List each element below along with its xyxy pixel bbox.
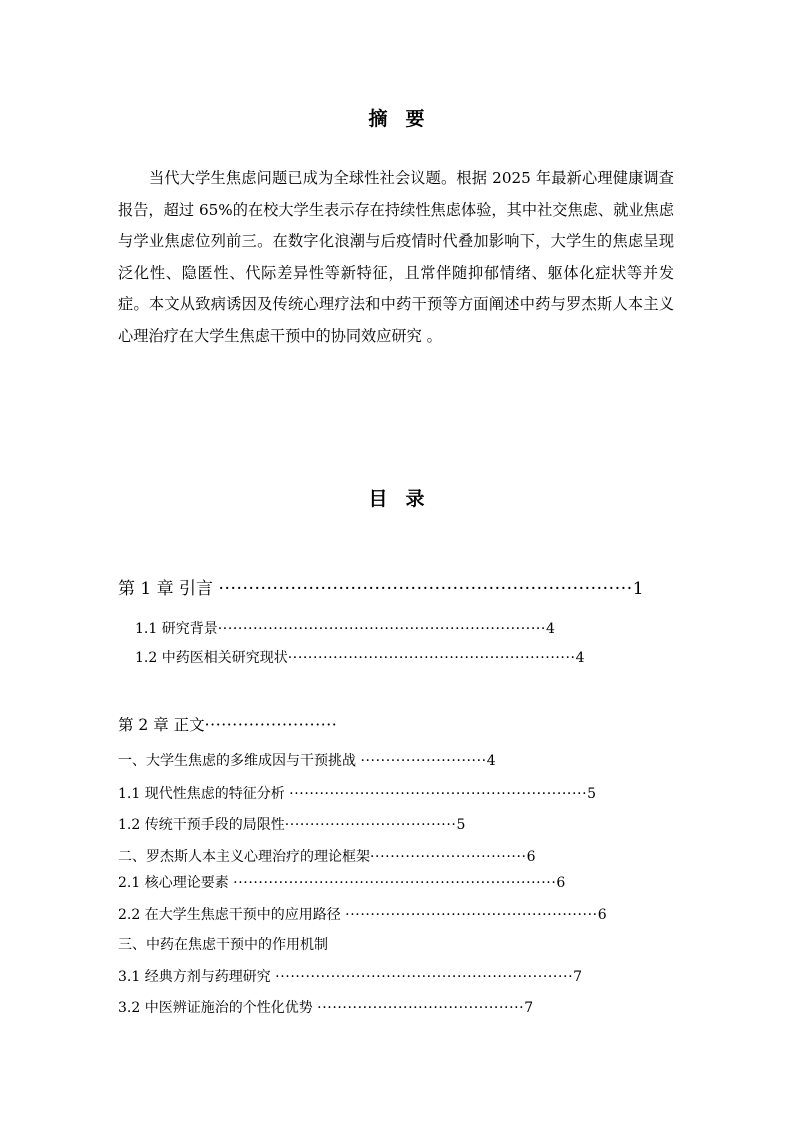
toc-entry-label: 2.1 核心理论要素 [118,875,234,891]
abstract-title-char-2: 要 [405,108,425,130]
toc-leader: ························ [204,716,338,734]
toc-entry-s3-3-1[interactable] [118,967,582,987]
toc-title [0,484,793,511]
abstract-title [0,104,793,131]
toc-entry-label: 第 2 章 正文 [118,716,205,734]
toc-entry-page: 6 [597,907,607,923]
toc-entry-label: 1.1 现代性焦虑的特征分析 [118,786,290,802]
toc-entry-label: 第 1 章 引言 [118,579,219,599]
toc-entry-section-3[interactable] [118,935,328,955]
toc-entry-s2-2-1[interactable] [118,873,565,893]
toc-entry-label: 3.1 经典方剂与药理研究 [118,969,276,985]
toc-leader: ·································· [284,817,457,833]
toc-title-char-1: 目 [368,488,388,510]
abstract-title-char-1: 摘 [368,108,388,130]
toc-entry-section-1[interactable] [118,751,496,771]
toc-entry-label: 三、中药在焦虑干预中的作用机制 [118,937,328,953]
toc-entry-page: 7 [524,1000,534,1016]
toc-entry-chapter-1[interactable] [118,579,644,599]
toc-entry-page: 7 [573,969,583,985]
toc-entry-page: 4 [545,621,555,637]
toc-entry-s1-1-2[interactable] [118,815,465,835]
toc-entry-1-1[interactable] [135,619,555,639]
toc-leader: ··························································· [289,786,588,802]
toc-entry-page: 1 [632,579,644,599]
abstract-body: 当代大学生焦虑问题已成为全球性社会议题。根据 2025 年最新心理健康调查报告，超过 65%的在校大学生表示存在持续性焦虑体验，其中社交焦虑、就业焦虑与学业焦虑位列前三。在数字化浪潮与后疫情时代叠加影响下，大学生的焦虑呈现泛化性、隐匿性、代际差异性等新特征，且常伴随抑郁情绪、躯体化症状等并发症。本文从致病诱因及传统心理疗法和中药干预等方面阐述中药与罗杰斯人本主义心理治疗在大学生焦虑干预中的协同效应研究 。 [118,169,674,345]
toc-entry-label: 2.2 在大学生焦虑干预中的应用路径 [118,907,346,923]
toc-entry-s3-3-2[interactable] [118,998,533,1018]
toc-entry-label: 1.1 研究背景 [135,621,218,637]
toc-entry-page: 6 [556,875,566,891]
toc-entry-section-2[interactable] [118,847,535,867]
toc-entry-label: 1.2 中药医相关研究现状 [135,650,288,666]
toc-leader: ································································ [233,875,557,891]
toc-leader: ································································· [217,621,546,637]
toc-entry-page: 4 [486,753,496,769]
toc-entry-s1-1-1[interactable] [118,784,596,804]
toc-leader: ························································· [287,650,576,666]
toc-leader: ··························································· [275,969,574,985]
toc-leader: ········································· [317,1000,525,1016]
toc-leader: ······························· [370,849,527,865]
toc-leader: ·················································· [345,907,598,923]
toc-entry-page: 5 [456,817,466,833]
toc-leader: ····································································· [218,579,633,599]
toc-entry-label: 1.2 传统干预手段的局限性 [118,817,285,833]
toc-entry-1-2[interactable] [135,648,585,668]
toc-title-char-2: 录 [405,488,425,510]
toc-entry-label: 一、大学生焦虑的多维成因与干预挑战 [118,753,361,769]
toc-entry-page: 4 [575,650,585,666]
toc-entry-s2-2-2[interactable] [118,905,607,925]
toc-entry-chapter-2[interactable] [118,715,337,735]
toc-entry-label: 二、罗杰斯人本主义心理治疗的理论框架 [118,849,370,865]
toc-entry-page: 5 [587,786,597,802]
toc-entry-page: 6 [526,849,536,865]
toc-leader: ························· [360,753,487,769]
toc-entry-label: 3.2 中医辨证施治的个性化优势 [118,1000,318,1016]
